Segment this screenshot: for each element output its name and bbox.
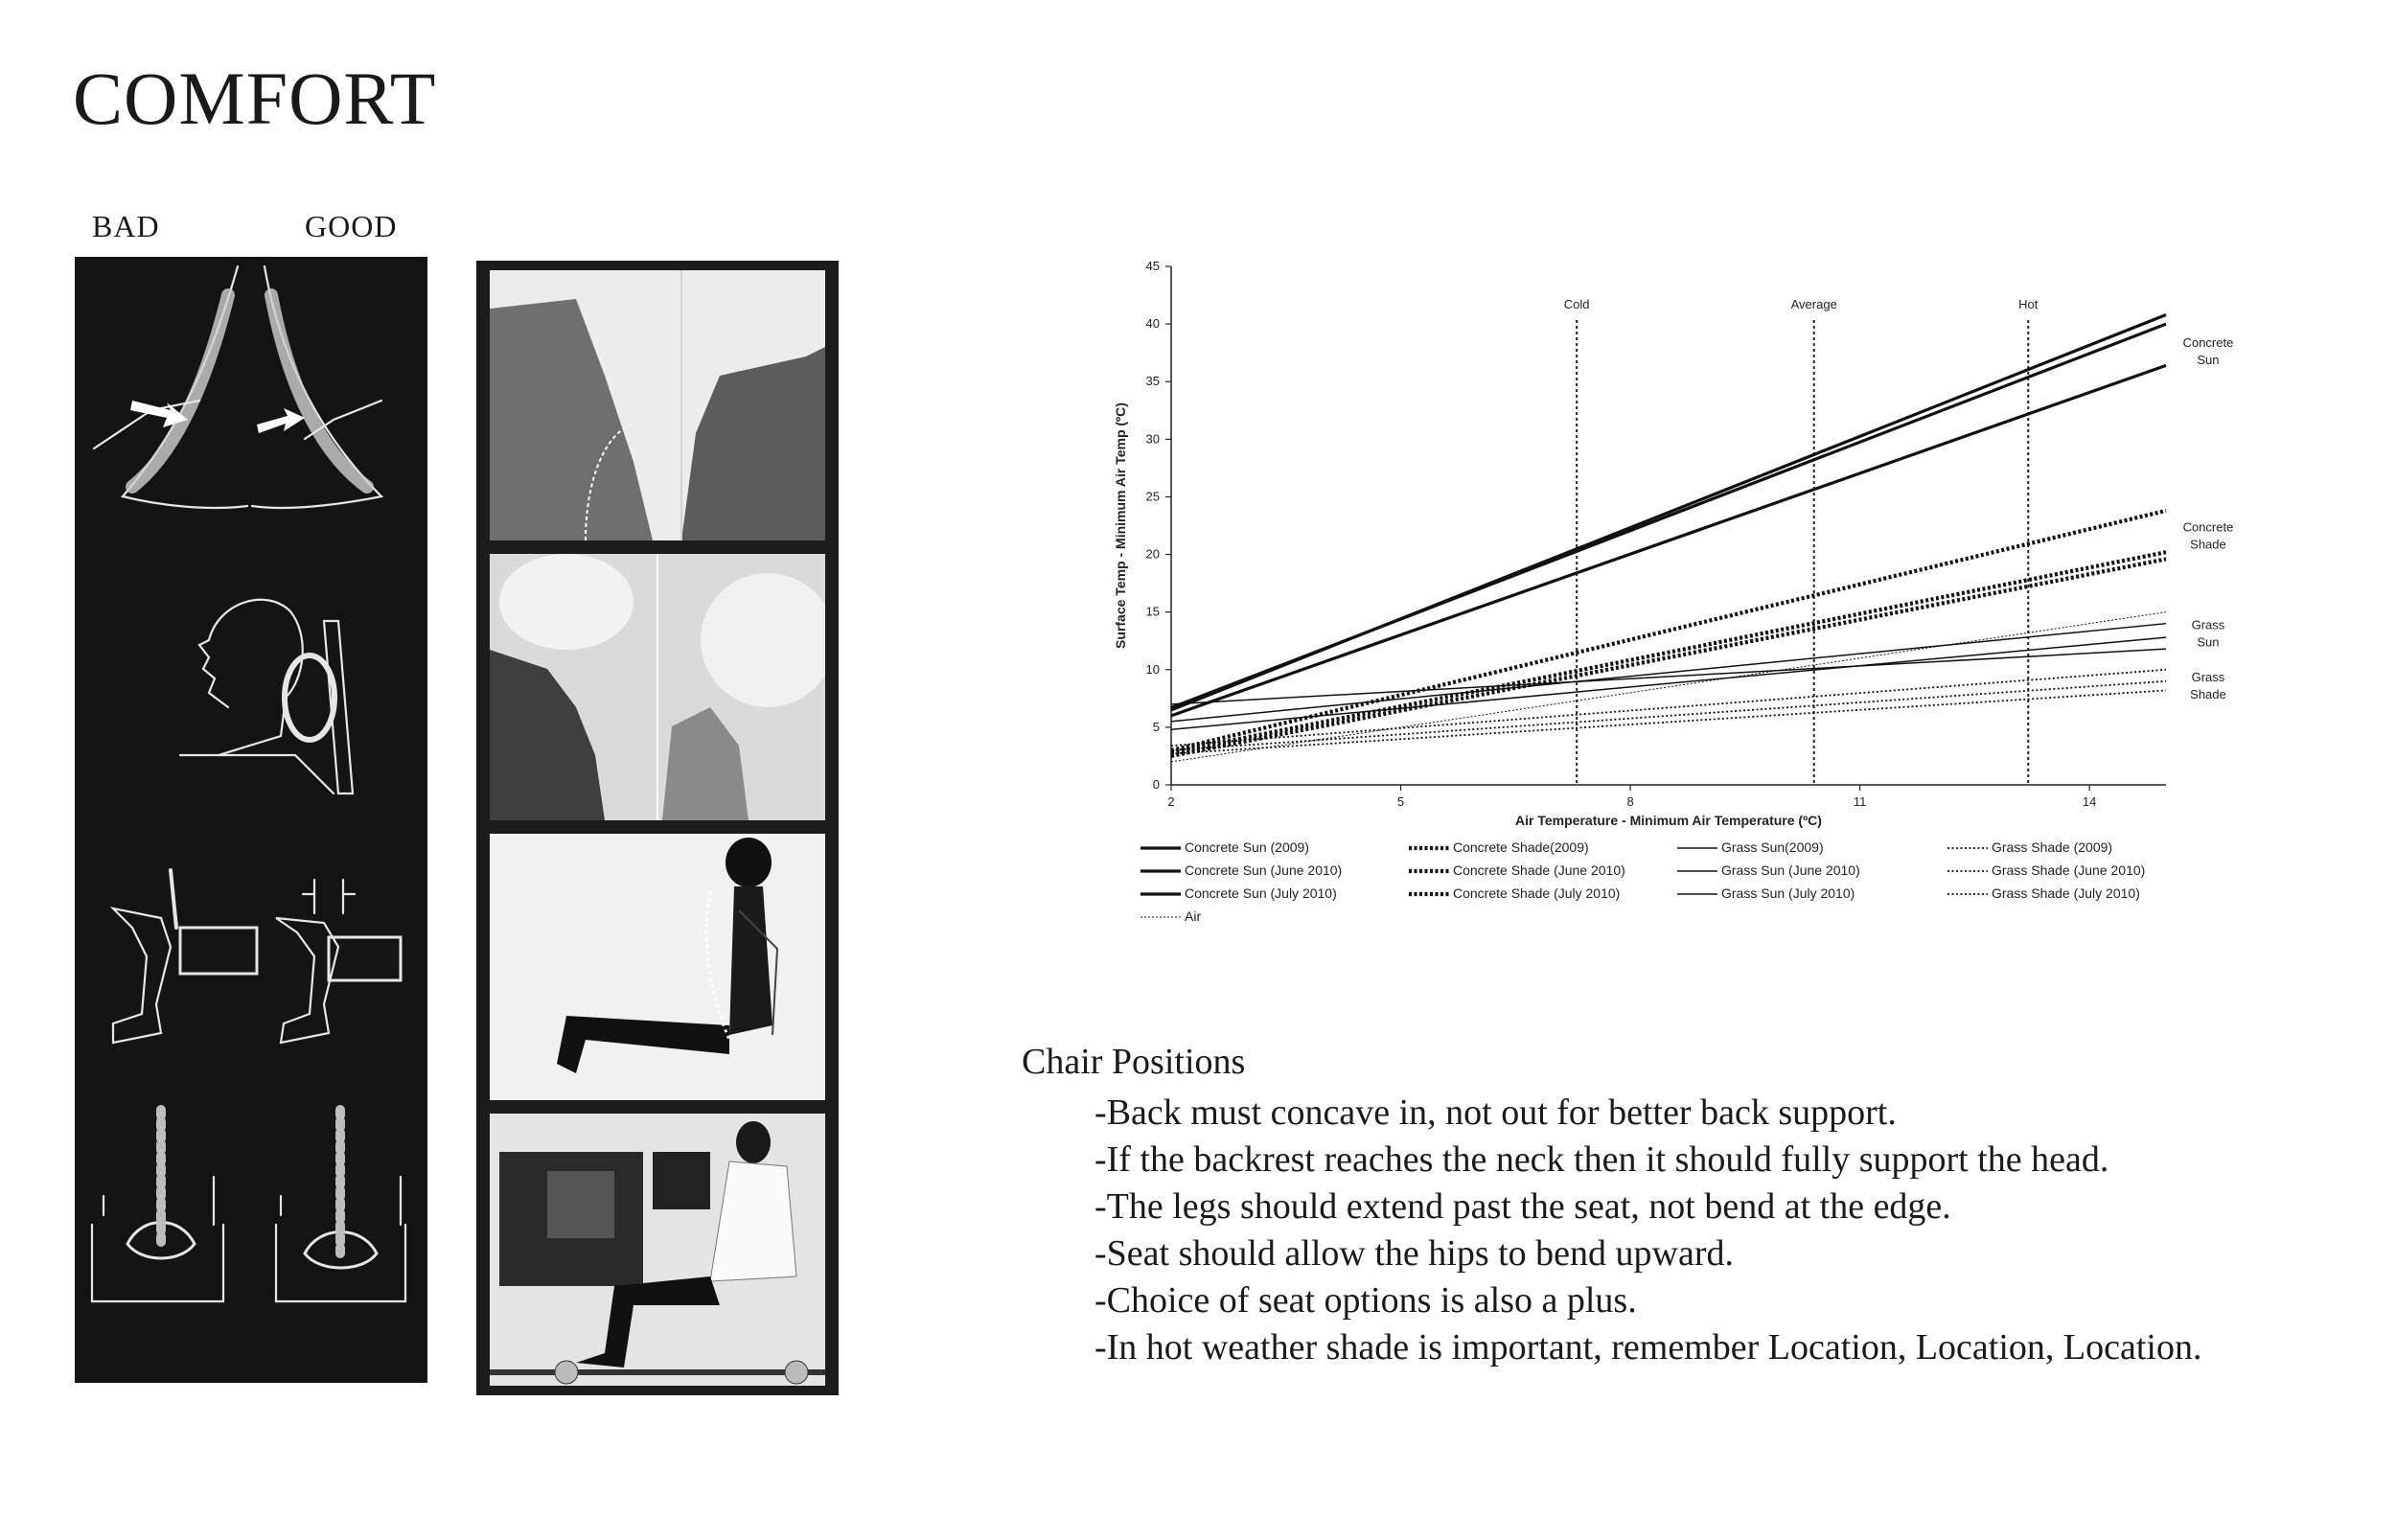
series-line <box>1171 670 2166 746</box>
photo-workstation <box>490 1114 825 1386</box>
note-item: -Choice of seat options is also a plus. <box>1094 1280 1637 1321</box>
photo-strip <box>476 261 839 1395</box>
y-tick-label: 25 <box>1145 489 1160 504</box>
neck-sketch <box>94 266 381 508</box>
series-annotation: Shade <box>2190 686 2226 701</box>
series-annotation: Concrete <box>2182 335 2234 351</box>
photo-seated-skeleton <box>490 834 825 1100</box>
photo-neck-xray <box>490 270 825 540</box>
photo-head-xray <box>490 554 825 820</box>
good-label: GOOD <box>305 209 398 243</box>
notes-heading: Chair Positions <box>1022 1042 1246 1082</box>
legs-sketch <box>113 870 401 1043</box>
legend-entry: Air <box>1185 908 1202 924</box>
notes-list <box>1022 1090 2201 1371</box>
x-tick-label: 11 <box>1853 794 1867 809</box>
series-line <box>1171 624 2166 722</box>
reference-label-cold: Cold <box>1563 297 1590 311</box>
chart-svg <box>1112 253 2252 943</box>
y-tick-label: 30 <box>1145 431 1160 447</box>
y-tick-label: 15 <box>1145 604 1160 619</box>
y-tick-label: 20 <box>1145 546 1160 562</box>
reference-label-hot: Hot <box>2018 297 2039 311</box>
y-tick-label: 45 <box>1145 259 1160 273</box>
series-annotation: Shade <box>2190 537 2226 552</box>
note-item: -The legs should extend past the seat, not bend at the edge. <box>1094 1186 1951 1227</box>
series-annotation: Sun <box>2197 634 2220 650</box>
y-tick-label: 0 <box>1152 777 1160 792</box>
arrow-icon <box>130 401 305 433</box>
series-annotation: Sun <box>2197 353 2220 368</box>
series-line <box>1171 511 2166 750</box>
legend-entry: Grass Sun (June 2010) <box>1721 862 1860 878</box>
legend-entry: Concrete Sun (June 2010) <box>1185 862 1343 878</box>
note-item: -In hot weather shade is important, remember Location, Location, Location. <box>1094 1327 2202 1368</box>
y-tick-label: 10 <box>1145 661 1160 677</box>
legend-entry: Grass Shade (June 2010) <box>1992 862 2146 878</box>
pelvis-sketch <box>92 1110 405 1301</box>
y-axis-label: Surface Temp - Minimum Air Temp (ºC) <box>1113 402 1128 649</box>
y-tick-label: 5 <box>1152 719 1160 734</box>
surface-temperature-chart <box>1112 253 2252 943</box>
legend-entry: Grass Sun (July 2010) <box>1721 885 1855 901</box>
series-annotation: Concrete <box>2182 519 2234 535</box>
legend-entry: Grass Sun(2009) <box>1721 839 1824 855</box>
note-item: -If the backrest reaches the neck then it should fully support the head. <box>1094 1139 2109 1180</box>
x-tick-label: 8 <box>1626 794 1634 809</box>
x-tick-label: 2 <box>1167 794 1175 809</box>
series-line <box>1171 324 2166 707</box>
x-tick-label: 5 <box>1396 794 1405 809</box>
note-item: -Seat should allow the hips to bend upward. <box>1094 1233 1735 1274</box>
x-tick-label: 14 <box>2082 794 2097 809</box>
legend-entry: Concrete Sun (July 2010) <box>1185 885 1337 901</box>
series-line <box>1171 365 2166 715</box>
series-line <box>1171 552 2166 752</box>
bad-label: BAD <box>92 209 160 243</box>
series-line <box>1171 612 2166 762</box>
page-title: COMFORT <box>73 57 437 140</box>
y-tick-label: 40 <box>1145 316 1160 332</box>
legend-entry: Concrete Shade (June 2010) <box>1453 862 1625 878</box>
posture-comparison-panel <box>75 257 427 1383</box>
legend-entry: Concrete Sun (2009) <box>1185 839 1309 855</box>
series-annotation: Grass <box>2191 617 2225 632</box>
series-line <box>1171 690 2166 753</box>
note-item: -Back must concave in, not out for better back support. <box>1094 1092 1897 1133</box>
x-axis-label: Air Temperature - Minimum Air Temperature (ºC) <box>1515 813 1822 828</box>
legend-entry: Grass Shade (2009) <box>1992 839 2113 855</box>
chair-positions-notes <box>1022 1039 2201 1371</box>
headrest-sketch <box>180 600 353 793</box>
reference-label-average: Average <box>1790 297 1837 311</box>
posture-sketches <box>75 257 427 1383</box>
legend-entry: Concrete Shade(2009) <box>1453 839 1589 855</box>
legend-entry: Concrete Shade (July 2010) <box>1453 885 1621 901</box>
y-tick-label: 35 <box>1145 374 1160 389</box>
series-annotation: Grass <box>2191 669 2225 684</box>
legend-entry: Grass Shade (July 2010) <box>1992 885 2140 901</box>
